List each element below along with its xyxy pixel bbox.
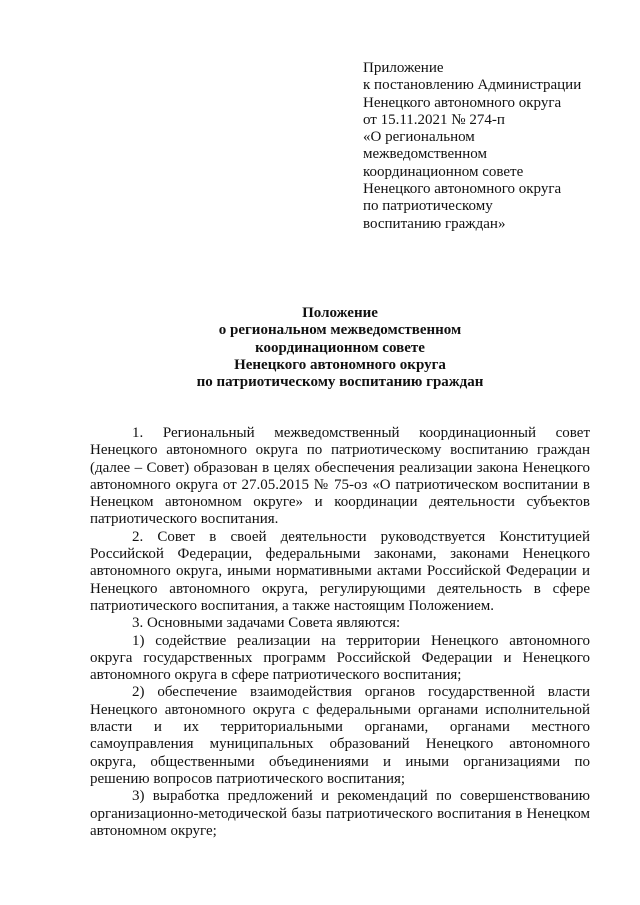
title-line: Ненецкого автономного округа — [234, 356, 446, 373]
title-line: координационном совете — [255, 339, 425, 356]
appendix-line: Приложение — [363, 60, 444, 76]
paragraph-2: 2. Совет в своей деятельности руководствуется Конституцией Российской Федерации, федеральными законами, законами Ненецкого автономного округа, иными нормативными актами Российской Федерации и Ненецкого автономного округа, регулирующими деятельность в сфере патриотического воспитания, а также настоящим Положением. — [90, 528, 590, 614]
subitem-2: 2) обеспечение взаимодействия органов государственной власти Ненецкого автономного округа с федеральными органами исполнительной власти и их территориальными органами, органами местного самоуправления муниципальных образований Ненецкого автономного округа, общественными объединениями и иными организациями по решению вопросов патриотического воспитания; — [90, 684, 590, 787]
paragraph-3: 3. Основными задачами Совета являются: — [132, 615, 401, 632]
appendix-line: межведомственном — [363, 146, 487, 163]
appendix-line: координационном совете — [363, 163, 524, 180]
subitem-1: 1) содействие реализации на территории Ненецкого автономного округа государственных программ Российской Федерации и Ненецкого автономного округа в сфере патриотического воспитания; — [90, 632, 590, 684]
appendix-line: «О региональном — [363, 129, 475, 146]
document-body — [90, 425, 590, 840]
title-line: по патриотическому воспитанию граждан — [196, 374, 484, 391]
appendix-line: от 15.11.2021 № 274-п — [363, 111, 505, 128]
title-line: о региональном межведомственном — [218, 322, 462, 339]
document-title — [90, 305, 590, 391]
appendix-line: Ненецкого автономного округа — [363, 181, 562, 198]
appendix-line: Ненецкого автономного округа — [363, 94, 562, 111]
appendix-line: по патриотическому — [363, 198, 493, 215]
paragraph-1: 1. Региональный межведомственный координационный совет Ненецкого автономного округа по патриотическому воспитанию граждан (далее – Совет) образован в целях обеспечения реализации закона Ненецкого автономного округа от 27.05.2015 № 75-оз «О патриотическом воспитании в Ненецком автономном округе» и координации деятельности субъектов патриотического воспитания. — [90, 425, 590, 528]
appendix-block — [363, 60, 603, 233]
appendix-line: к постановлению Администрации — [363, 77, 582, 94]
subitem-3: 3) выработка предложений и рекомендаций по совершенствованию организационно-методической базы патриотического воспитания в Ненецком автономном округе; — [90, 788, 590, 839]
appendix-line: воспитанию граждан» — [363, 215, 506, 232]
title-line: Положение — [302, 305, 378, 321]
